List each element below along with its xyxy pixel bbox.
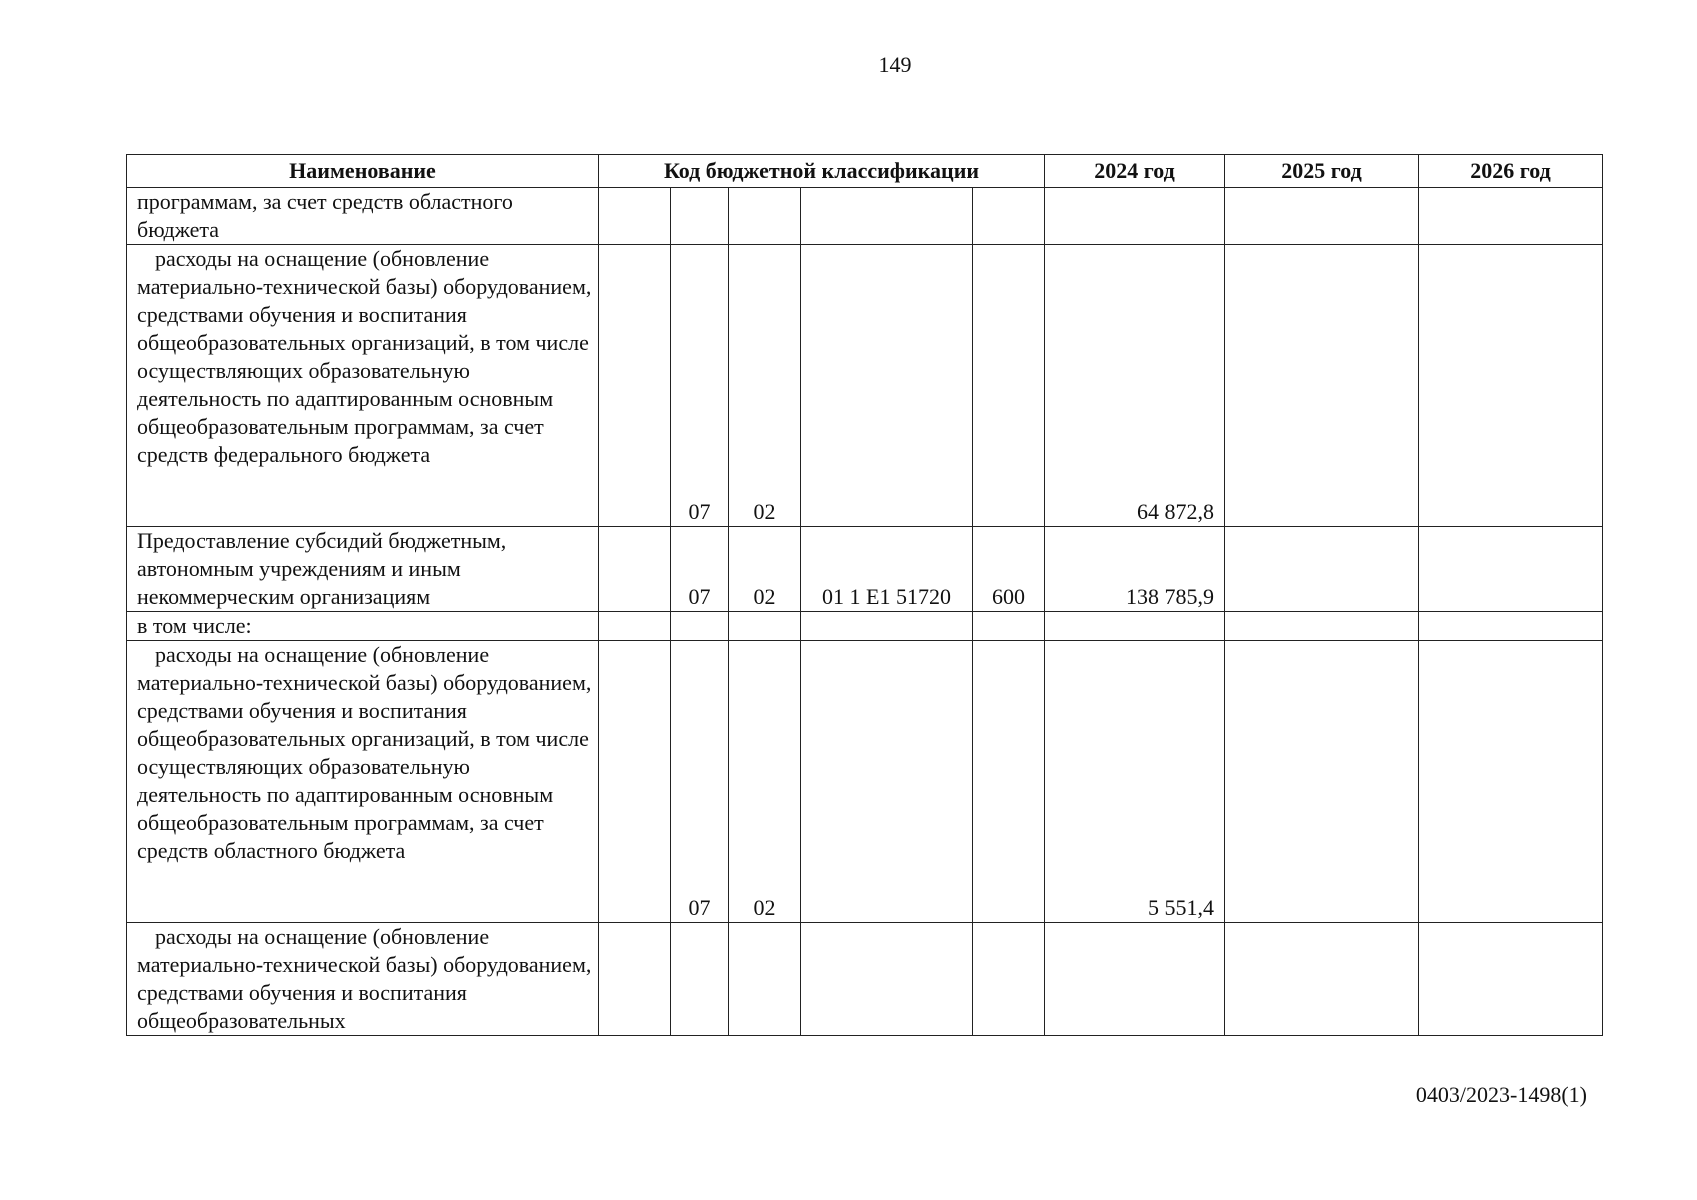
- amount-cell-y2026: [1419, 641, 1603, 923]
- header-2025: 2025 год: [1225, 155, 1419, 188]
- table-header-row: [127, 155, 1603, 188]
- code-cell-c5: [973, 612, 1045, 641]
- amount-cell-y2024: 5 551,4: [1045, 641, 1225, 923]
- code-cell-c5: [973, 245, 1045, 527]
- row-name-cell: программам, за счет средств областного бюджета: [127, 188, 599, 245]
- amount-cell-y2026: [1419, 188, 1603, 245]
- code-cell-c4: [801, 188, 973, 245]
- code-cell-c4: [801, 245, 973, 527]
- amount-cell-y2025: [1225, 245, 1419, 527]
- header-2026: 2026 год: [1419, 155, 1603, 188]
- code-cell-c2: [671, 612, 729, 641]
- code-cell-c3: 02: [729, 245, 801, 527]
- amount-cell-y2024: 138 785,9: [1045, 527, 1225, 612]
- amount-cell-y2025: [1225, 612, 1419, 641]
- amount-cell-y2024: [1045, 188, 1225, 245]
- amount-cell-y2024: 64 872,8: [1045, 245, 1225, 527]
- header-code: Код бюджетной классификации: [599, 155, 1045, 188]
- code-cell-c5: 600: [973, 527, 1045, 612]
- code-cell-c4: [801, 612, 973, 641]
- amount-cell-y2025: [1225, 188, 1419, 245]
- code-cell-c3: [729, 188, 801, 245]
- amount-cell-y2024: [1045, 612, 1225, 641]
- table-row: [127, 612, 1603, 641]
- code-cell-c2: [671, 188, 729, 245]
- code-cell-c2: 07: [671, 641, 729, 923]
- amount-cell-y2025: [1225, 923, 1419, 1036]
- row-name-cell: в том числе:: [127, 612, 599, 641]
- code-cell-c5: [973, 923, 1045, 1036]
- code-cell-c4: 01 1 E1 51720: [801, 527, 973, 612]
- amount-cell-y2026: [1419, 527, 1603, 612]
- code-cell-c3: 02: [729, 641, 801, 923]
- row-name-cell: расходы на оснащение (обновление материально-технической базы) оборудованием, средствами обучения и воспитания общеобразовательных организаций, в том числе осуществляющих образовательную деятельность по адаптированным основным общеобразовательным программам, за счет средств федерального бюджета: [127, 245, 599, 527]
- table-body: [127, 188, 1603, 1036]
- code-cell-c3: [729, 612, 801, 641]
- amount-cell-y2025: [1225, 527, 1419, 612]
- code-cell-c1: [599, 612, 671, 641]
- row-name-cell: расходы на оснащение (обновление материально-технической базы) оборудованием, средствами обучения и воспитания общеобразовательных: [127, 923, 599, 1036]
- header-name: Наименование: [127, 155, 599, 188]
- table-row: [127, 245, 1603, 527]
- table-row: [127, 923, 1603, 1036]
- amount-cell-y2026: [1419, 612, 1603, 641]
- code-cell-c3: 02: [729, 527, 801, 612]
- amount-cell-y2025: [1225, 641, 1419, 923]
- document-code: 0403/2023-1498(1): [1415, 1082, 1587, 1107]
- header-2024: 2024 год: [1045, 155, 1225, 188]
- code-cell-c1: [599, 923, 671, 1036]
- code-cell-c1: [599, 641, 671, 923]
- row-name-cell: расходы на оснащение (обновление материально-технической базы) оборудованием, средствами обучения и воспитания общеобразовательных организаций, в том числе осуществляющих образовательную деятельность по адаптированным основным общеобразовательным программам, за счет средств областного бюджета: [127, 641, 599, 923]
- code-cell-c2: 07: [671, 527, 729, 612]
- code-cell-c5: [973, 188, 1045, 245]
- amount-cell-y2024: [1045, 923, 1225, 1036]
- code-cell-c2: 07: [671, 245, 729, 527]
- code-cell-c1: [599, 527, 671, 612]
- table-row: [127, 188, 1603, 245]
- amount-cell-y2026: [1419, 923, 1603, 1036]
- table-row: [127, 527, 1603, 612]
- page-number: 149: [878, 52, 912, 77]
- code-cell-c5: [973, 641, 1045, 923]
- code-cell-c2: [671, 923, 729, 1036]
- code-cell-c4: [801, 641, 973, 923]
- amount-cell-y2026: [1419, 245, 1603, 527]
- code-cell-c4: [801, 923, 973, 1036]
- code-cell-c3: [729, 923, 801, 1036]
- table-row: [127, 641, 1603, 923]
- budget-table: [126, 154, 1603, 1036]
- code-cell-c1: [599, 188, 671, 245]
- row-name-cell: Предоставление субсидий бюджетным, автономным учреждениям и иным некоммерческим организациям: [127, 527, 599, 612]
- code-cell-c1: [599, 245, 671, 527]
